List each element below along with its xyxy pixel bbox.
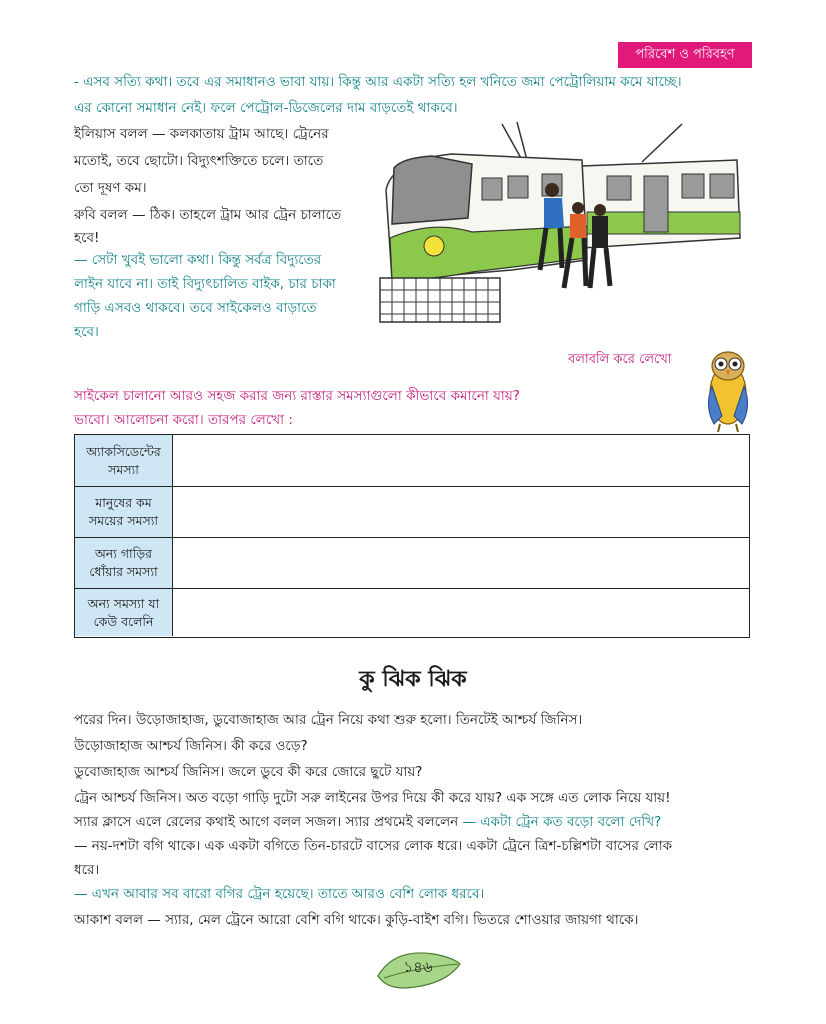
row-label-line: অ্যাকসিডেন্টের: [86, 443, 161, 459]
row-label: [75, 538, 173, 588]
tram-illustration: [372, 120, 750, 330]
table-row: [75, 537, 749, 588]
left-text-1: ইলিয়াস বলল — কলকাতায় ট্রাম আছে। ট্রেনের: [74, 126, 329, 142]
left-text-9: হবে।: [74, 324, 99, 340]
body-line-9: আকাশ বলল — স্যার, মেল ট্রেনে আরো বেশি বগি থাকে। কুড়ি-বাইশ বগি। ভিতরে শোওয়ার জায়গা থাকে।: [74, 912, 639, 928]
body-line-7: ধরে।: [74, 862, 100, 878]
row-label-line: কেউ বলেনি: [93, 613, 154, 629]
table-row: [75, 588, 749, 636]
body-line-8: — এখন আবার সব বারো বগির ট্রেন হয়েছে। তাতে আরও বেশি লোক ধরবে।: [74, 886, 485, 902]
row-label: [75, 589, 173, 636]
left-text-3: তো দূষণ কম।: [74, 180, 147, 196]
body-line-6: — নয়-দশটা বগি থাকে। এক একটা বগিতে তিন-চারটে বাসের লোক ধরে। একটা ট্রেনে ত্রিশ-চল্লিশটা বাসের লোক: [74, 838, 673, 854]
left-text-6: — সেটা খুবই ভালো কথা। কিন্তু সর্বত্র বিদ্যুতের: [74, 252, 322, 268]
body-line-2: উড়োজাহাজ আশ্চর্য জিনিস। কী করে ওড়ে?: [74, 738, 308, 754]
page-number-leaf: [374, 946, 462, 992]
row-label-line: অন্য সমস্যা যা: [87, 595, 160, 611]
question-line-1: সাইকেল চালানো আরও সহজ করার জন্য রাস্তার সমস্যাগুলো কীভাবে কমানো যায়?: [74, 388, 520, 404]
page-number: ১৪৬: [403, 958, 433, 976]
discuss-label: বলাবলি করে লেখো: [568, 352, 672, 367]
body-line-3: ডুবোজাহাজ আশ্চর্য জিনিস। জলে ডুবে কী করে জোরে ছুটে যায়?: [74, 764, 423, 780]
owl-illustration: [702, 346, 754, 434]
body-line-5-question: — একটা ট্রেন কত বড়ো বলো দেখি?: [462, 814, 662, 830]
body-line-5: [74, 812, 661, 832]
row-label-line: অন্য গাড়ির: [94, 546, 153, 561]
chapter-badge: পরিবেশ ও পরিবহণ: [618, 42, 752, 68]
body-line-1: পরের দিন। উড়োজাহাজ, ডুবোজাহাজ আর ট্রেন নিয়ে কথা শুরু হলো। তিনটেই আশ্চর্য জিনিস।: [74, 712, 583, 728]
row-label-line: ধোঁয়ার সমস্যা: [89, 564, 158, 579]
row-label-line: সমস্যা: [108, 461, 139, 477]
body-line-5-text: স্যার ক্লাসে এলে রেলের কথাই আগে বলল সজল। স্যার প্রথমেই বললেন: [74, 814, 459, 830]
problems-table: [74, 434, 750, 638]
section-title: কু ঝিক ঝিক: [359, 667, 467, 692]
left-text-4: রুবি বলল — ঠিক। তাহলে ট্রাম আর ট্রেন চালাতে: [74, 207, 342, 223]
intro-line-2: এর কোনো সমাধান নেই। ফলে পেট্রোল-ডিজেলের দাম বাড়তেই থাকবে।: [74, 100, 458, 116]
row-label-line: মানুষের কম: [95, 495, 152, 510]
left-text-7: লাইন যাবে না। তাই বিদ্যুৎচালিত বাইক, চার চাকা: [74, 276, 336, 292]
row-label: [75, 487, 173, 537]
left-text-8: গাড়ি এসবও থাকবে। তবে সাইকেলও বাড়াতে: [74, 300, 317, 316]
intro-line-1: - এসব সত্যি কথা। তবে এর সমাধানও ভাবা যায়। কিন্তু আর একটা সত্যি হল খনিতে জমা পেট্রোলিয়াম কমে যাচ্ছে।: [74, 74, 682, 90]
table-row: [75, 486, 749, 537]
row-label: [75, 435, 173, 486]
left-text-2: মতোই, তবে ছোটো। বিদ্যুৎশক্তিতে চলে। তাতে: [74, 153, 324, 169]
body-line-4: ট্রেন আশ্চর্য জিনিস। অত বড়ো গাড়ি দুটো সরু লাইনের উপর দিয়ে কী করে যায়? এক সঙ্গে এত লোক নিয়ে যায়!: [74, 790, 671, 806]
question-line-2: ভাবো। আলোচনা করো। তারপর লেখো :: [74, 412, 293, 428]
row-label-line: সময়ের সমস্যা: [88, 513, 159, 528]
table-row: [75, 435, 749, 486]
left-text-5: হবে!: [74, 230, 100, 246]
